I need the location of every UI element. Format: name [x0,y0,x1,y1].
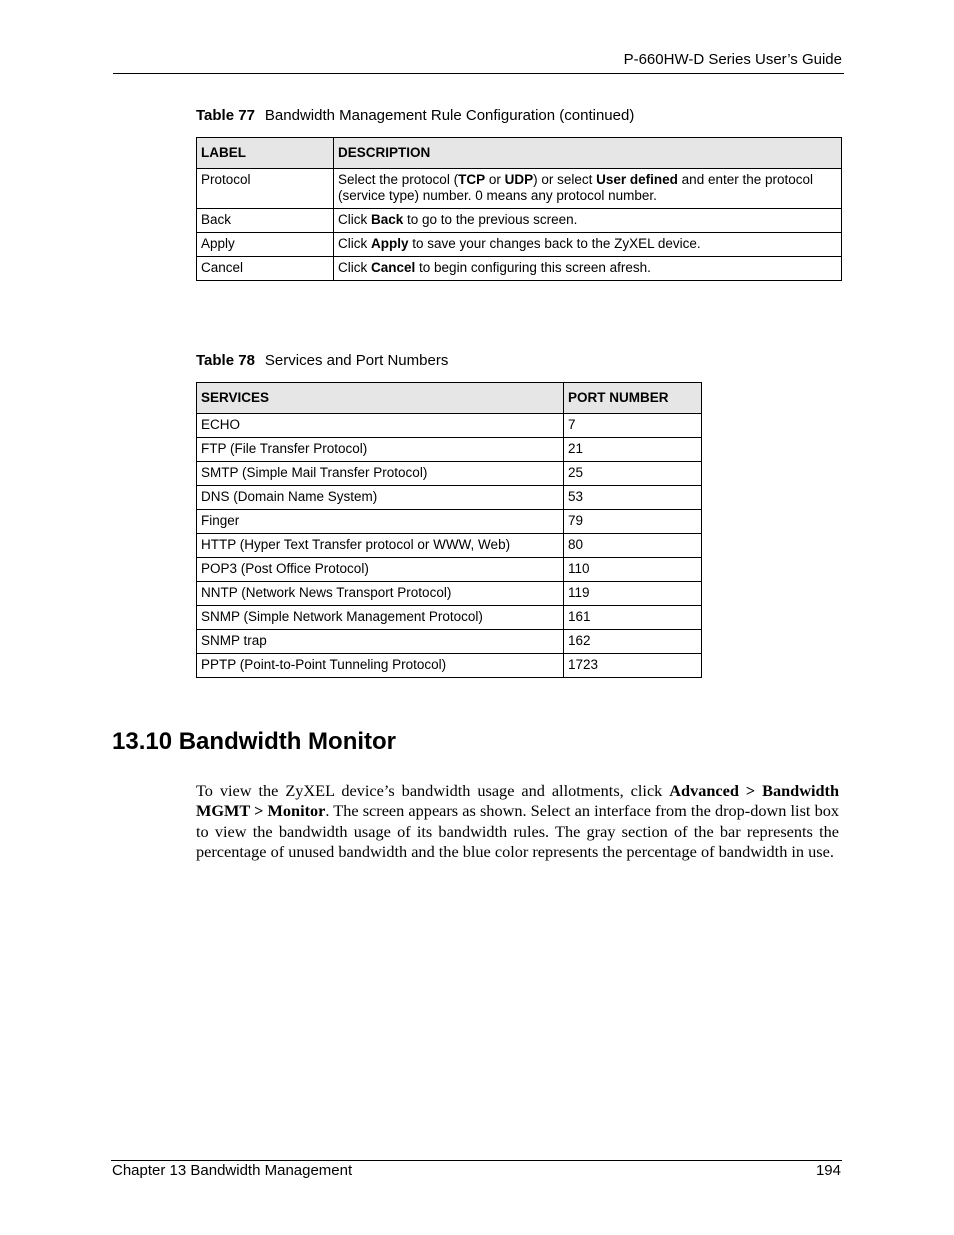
table-row [197,558,702,582]
table77 [196,137,842,281]
service-cell: PPTP (Point-to-Point Tunneling Protocol) [197,654,564,678]
port-cell: 79 [564,510,702,534]
table-row [197,233,842,257]
port-cell: 25 [564,462,702,486]
para-text: To view the ZyXEL device’s bandwidth usage and allotments, click [196,781,670,800]
desc-bold: Back [371,212,404,227]
table-header-row [197,383,702,414]
service-cell: SNMP (Simple Network Management Protocol) [197,606,564,630]
port-cell: 7 [564,414,702,438]
desc-bold: Cancel [371,260,416,275]
service-cell: SMTP (Simple Mail Transfer Protocol) [197,462,564,486]
desc-bold: TCP [458,172,486,187]
table-row [197,654,702,678]
port-cell: 1723 [564,654,702,678]
service-cell: FTP (File Transfer Protocol) [197,438,564,462]
service-cell: HTTP (Hyper Text Transfer protocol or WWW, Web) [197,534,564,558]
service-cell: Finger [197,510,564,534]
section-paragraph [196,781,839,862]
table-row [197,257,842,281]
row-description [334,257,842,281]
desc-text: or [485,172,505,187]
port-cell: 110 [564,558,702,582]
header-divider [113,73,844,74]
table-row [197,414,702,438]
service-cell: SNMP trap [197,630,564,654]
table-row [197,606,702,630]
table77-number: Table 77 [196,107,255,124]
row-label: Back [197,209,334,233]
port-cell: 161 [564,606,702,630]
guide-title: P-660HW-D Series User’s Guide [623,51,842,68]
column-header-label: LABEL [197,138,334,169]
desc-bold: User defined [596,172,678,187]
desc-text: and enter the protocol (service type) number. 0 means any protocol number. [338,172,814,203]
row-description [334,233,842,257]
port-cell: 21 [564,438,702,462]
column-header-services: SERVICES [197,383,564,414]
section-title: 13.10 Bandwidth Monitor [112,728,397,755]
row-label: Cancel [197,257,334,281]
service-cell: DNS (Domain Name System) [197,486,564,510]
column-header-port-number: PORT NUMBER [564,383,702,414]
table-row [197,462,702,486]
column-header-description: DESCRIPTION [334,138,842,169]
desc-text: Select the protocol ( [338,172,459,187]
desc-bold: Apply [371,236,409,251]
desc-text: Click [338,260,371,275]
row-description [334,209,842,233]
port-cell: 53 [564,486,702,510]
desc-text: Click [338,212,371,227]
port-cell: 162 [564,630,702,654]
port-cell: 80 [564,534,702,558]
desc-text: to begin configuring this screen afresh. [415,260,651,275]
port-cell: 119 [564,582,702,606]
table78-title: Services and Port Numbers [264,352,449,369]
footer-divider [111,1160,842,1161]
table78 [196,382,702,678]
table77-title: Bandwidth Management Rule Configuration (continued) [264,107,635,124]
row-label: Protocol [197,169,334,209]
table77-caption [196,107,634,124]
para-text: . The screen appears as shown. Select an interface from the drop-down list box to view the bandwidth usage of its bandwidth rules. The gray section of the bar represents the percentage of unused bandwidth and the blue color represents the percentage of bandwidth in use. [196,801,839,861]
desc-bold: UDP [504,172,534,187]
row-label: Apply [197,233,334,257]
table-row [197,209,842,233]
service-cell: NNTP (Network News Transport Protocol) [197,582,564,606]
table-row [197,630,702,654]
table-row [197,438,702,462]
table-row [197,534,702,558]
table-row [197,510,702,534]
table78-number: Table 78 [196,352,255,369]
table-row [197,582,702,606]
table-header-row [197,138,842,169]
para-bold-path: Advanced > Bandwidth MGMT > Monitor [196,781,840,821]
footer-page-number: 194 [815,1162,841,1179]
desc-text: Click [338,236,371,251]
service-cell: POP3 (Post Office Protocol) [197,558,564,582]
desc-text: to go to the previous screen. [403,212,578,227]
table78-caption [196,352,448,369]
table-row [197,169,842,209]
row-description [334,169,842,209]
desc-text: ) or select [533,172,597,187]
service-cell: ECHO [197,414,564,438]
table-row [197,486,702,510]
desc-text: to save your changes back to the ZyXEL device. [408,236,701,251]
footer-chapter: Chapter 13 Bandwidth Management [112,1162,353,1179]
